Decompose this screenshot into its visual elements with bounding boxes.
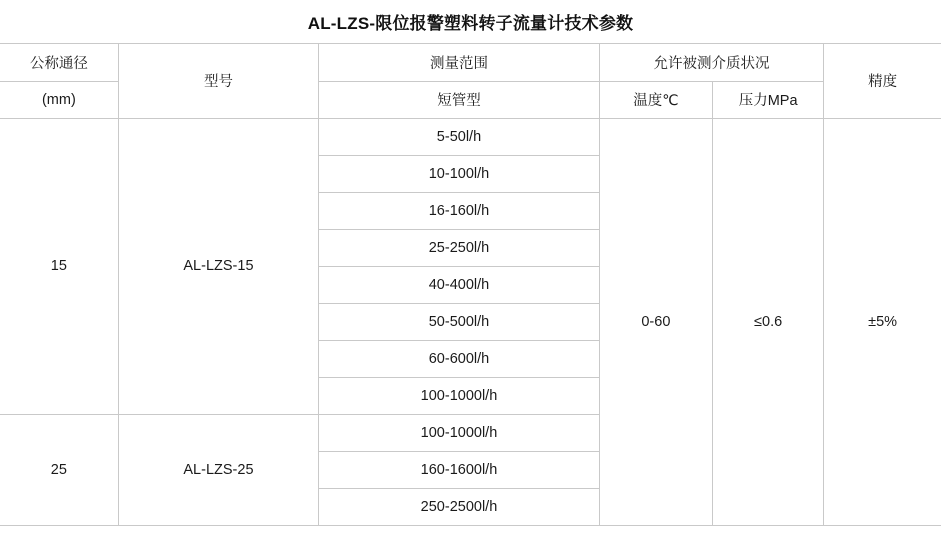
cell-model: AL-LZS-15 [118, 118, 318, 414]
header-temperature: 温度℃ [599, 81, 712, 118]
header-nominal-diameter: 公称通径 [0, 44, 118, 81]
header-unit-mm: (mm) [0, 81, 118, 118]
header-model: 型号 [118, 44, 318, 118]
header-pressure: 压力MPa [713, 81, 824, 118]
cell-range: 16-160l/h [319, 192, 600, 229]
page-title: AL-LZS-限位报警塑料转子流量计技术参数 [307, 14, 634, 33]
table-title-row [0, 0, 941, 44]
cell-range: 25-250l/h [319, 229, 600, 266]
header-short-tube-type: 短管型 [319, 81, 600, 118]
cell-accuracy: ±5% [824, 118, 941, 525]
header-measuring-range: 测量范围 [319, 44, 600, 81]
cell-range: 10-100l/h [319, 155, 600, 192]
cell-model: AL-LZS-25 [118, 414, 318, 525]
cell-range: 60-600l/h [319, 340, 600, 377]
specification-table [0, 44, 941, 526]
cell-nominal-diameter: 25 [0, 414, 118, 525]
cell-range: 50-500l/h [319, 303, 600, 340]
cell-range: 5-50l/h [319, 118, 600, 155]
cell-pressure: ≤0.6 [713, 118, 824, 525]
cell-range: 160-1600l/h [319, 451, 600, 488]
cell-range: 40-400l/h [319, 266, 600, 303]
cell-nominal-diameter: 15 [0, 118, 118, 414]
cell-temperature: 0-60 [599, 118, 712, 525]
header-medium-condition: 允许被测介质状况 [599, 44, 823, 81]
cell-range: 100-1000l/h [319, 377, 600, 414]
cell-range: 250-2500l/h [319, 488, 600, 525]
table-header-row-1 [0, 44, 941, 81]
header-accuracy: 精度 [824, 44, 941, 118]
cell-range: 100-1000l/h [319, 414, 600, 451]
table-row [0, 118, 941, 155]
